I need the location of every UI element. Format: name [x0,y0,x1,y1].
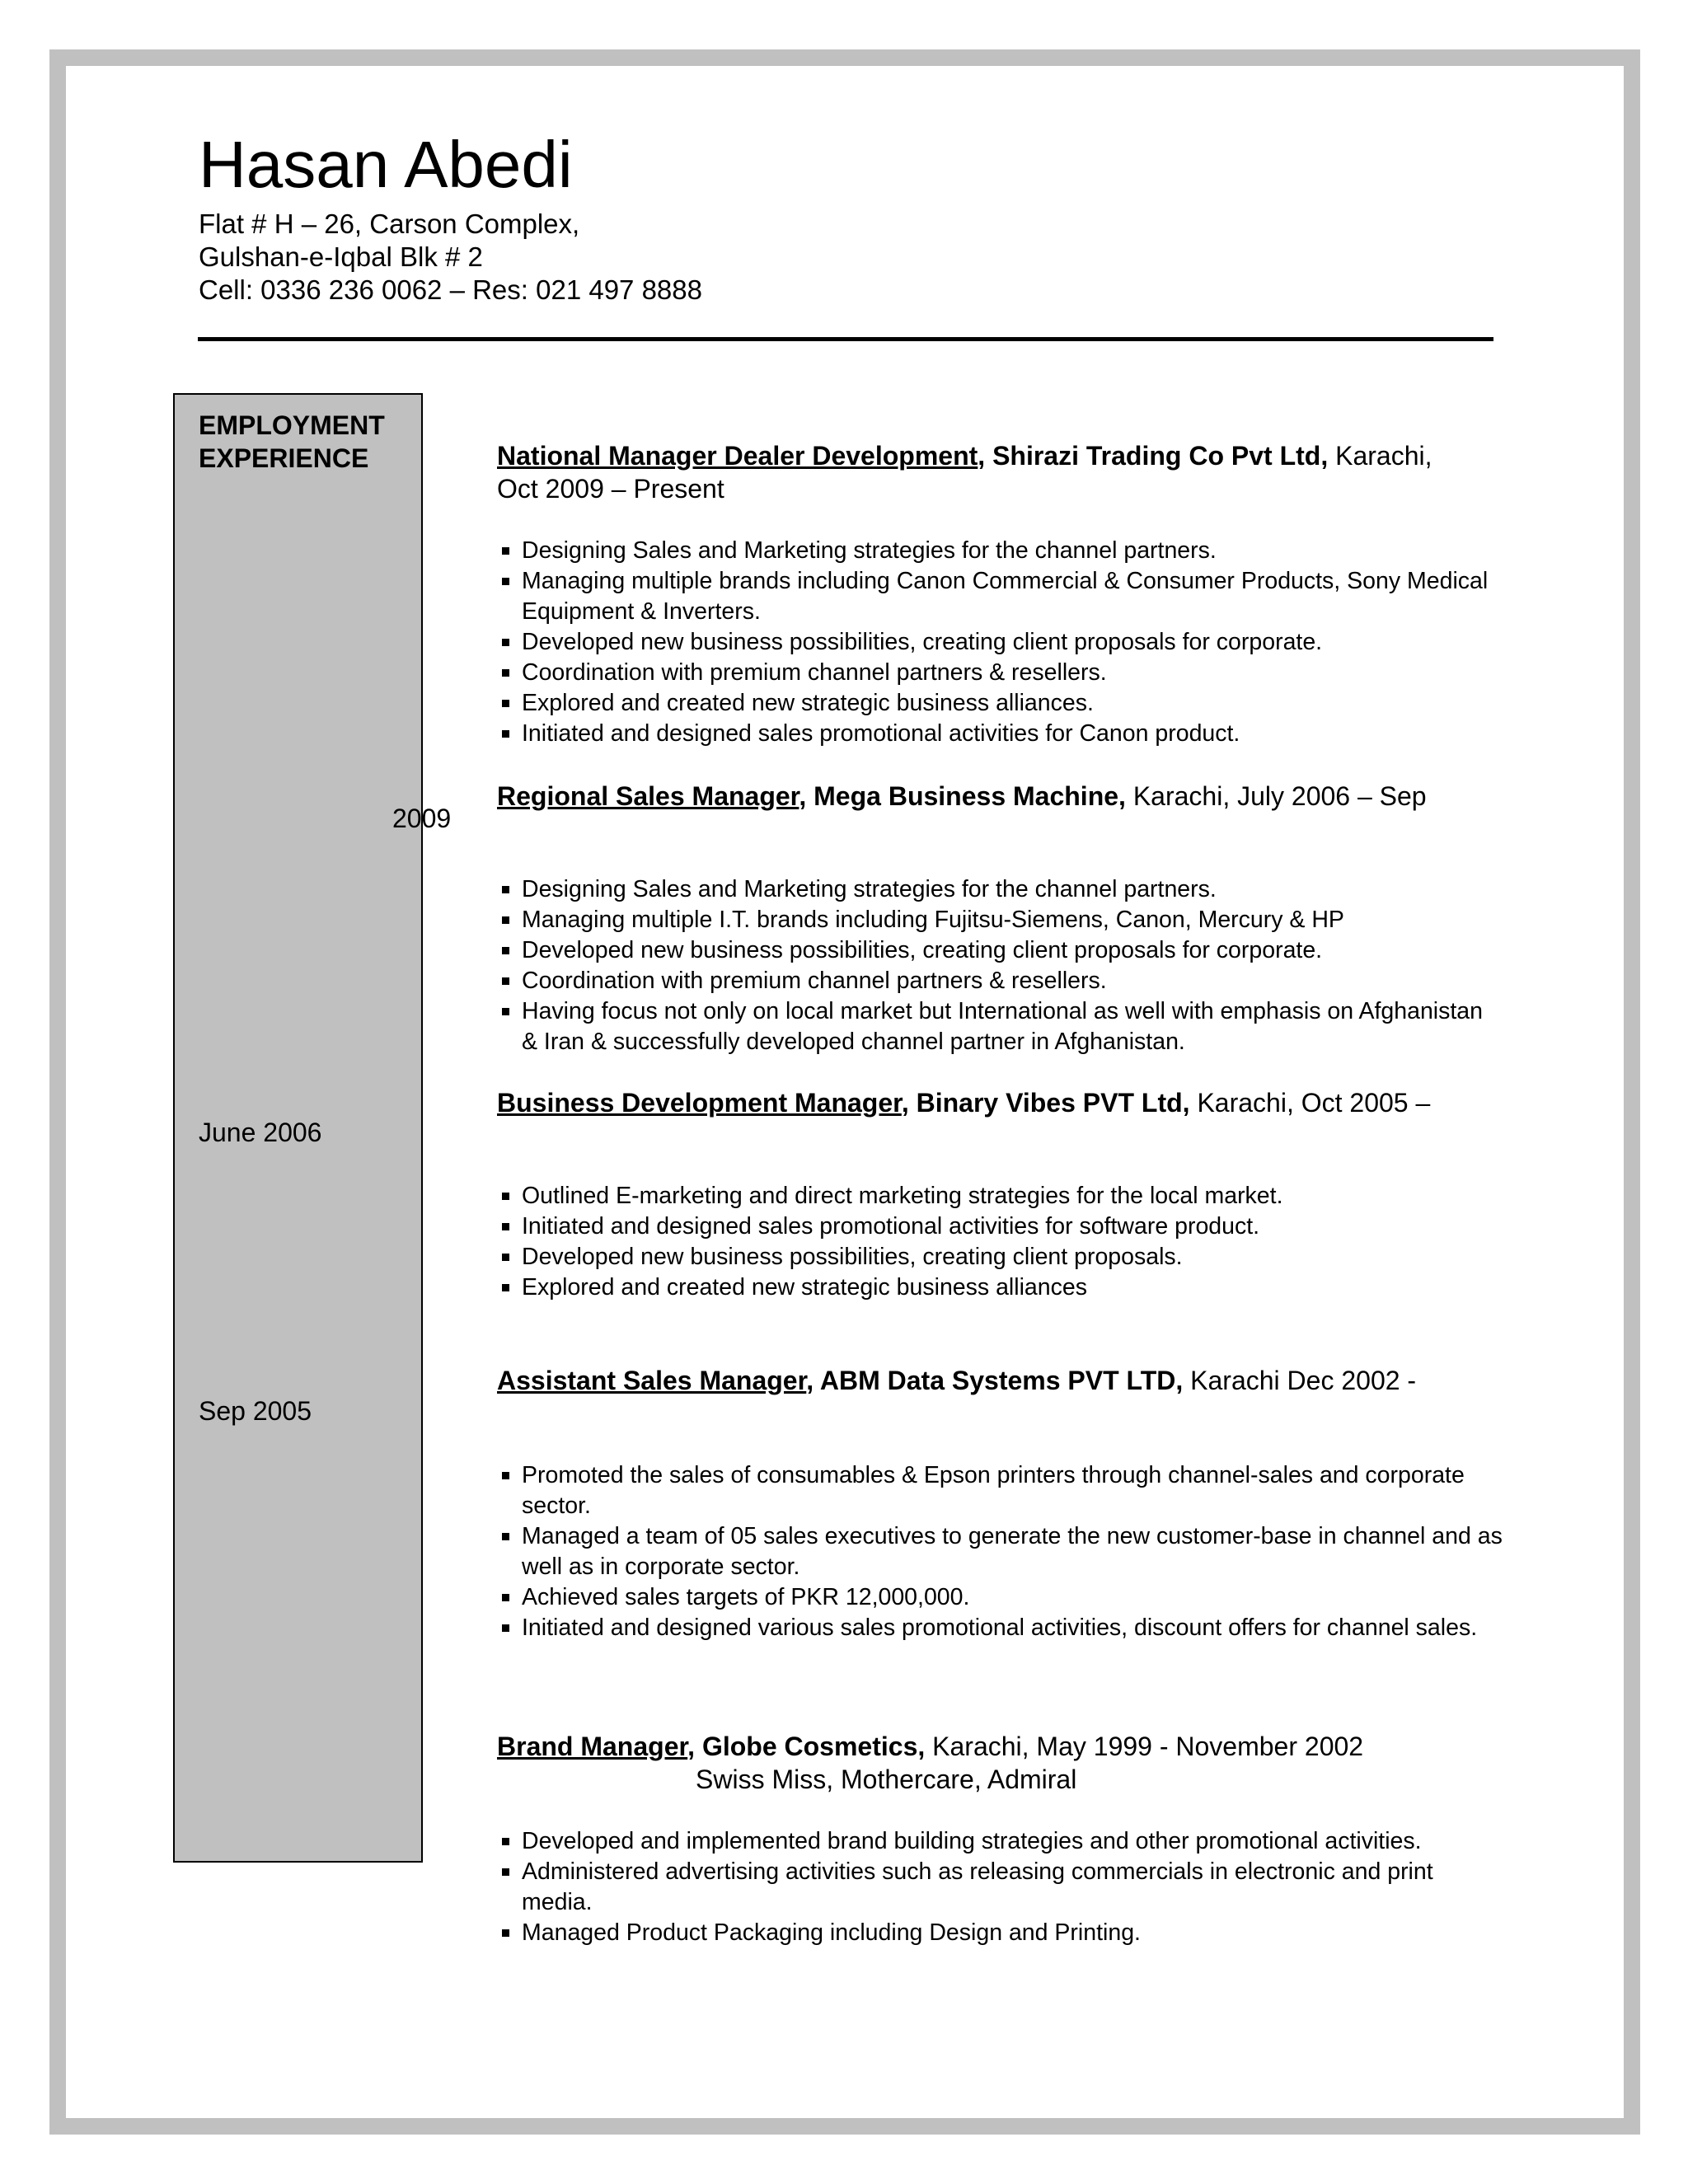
company-name: Shirazi Trading Co Pvt Ltd, [992,441,1329,471]
job-title-line: Assistant Sales Manager, ABM Data Systems PVT LTD, Karachi Dec 2002 - [497,1366,1417,1395]
list-item: Designing Sales and Marketing strategies for the channel partners. [497,536,1503,566]
job-location-dates: Karachi Dec 2002 - [1190,1366,1417,1395]
list-item: Coordination with premium channel partners & resellers. [497,658,1503,688]
list-item: Initiated and designed sales promotional activities for software product. [497,1212,1503,1242]
job-role: Business Development Manager [497,1088,902,1118]
job-role: National Manager Dealer Development [497,441,978,471]
list-item: Developed new business possibilities, creating client proposals for corporate. [497,627,1503,658]
sidebar-date: June 2006 [199,1118,322,1147]
list-item: Developed and implemented brand building strategies and other promotional activities. [497,1826,1503,1857]
brand-list: Swiss Miss, Mothercare, Admiral [696,1765,1077,1794]
job-location-dates: Karachi, Oct 2005 – [1197,1088,1431,1118]
candidate-name: Hasan Abedi [199,128,573,201]
job-role: Regional Sales Manager [497,781,799,811]
job-title-line: Regional Sales Manager, Mega Business Machine, Karachi, July 2006 – Sep [497,781,1427,811]
job-role: Assistant Sales Manager [497,1366,807,1395]
list-item: Promoted the sales of consumables & Epson printers through channel-sales and corporate sector. [497,1460,1503,1521]
job-location-dates: Karachi, July 2006 – Sep [1132,781,1427,811]
job-title-line: Business Development Manager, Binary Vibes PVT Ltd, Karachi, Oct 2005 – [497,1088,1431,1118]
list-item: Achieved sales targets of PKR 12,000,000. [497,1582,1503,1613]
list-item: Managing multiple brands including Canon Commercial & Consumer Products, Sony Medical Equipment & Inverters. [497,566,1503,627]
job-bullets [497,1460,1503,1643]
section-heading [199,409,413,475]
company-name: ABM Data Systems PVT LTD, [819,1366,1184,1395]
list-item: Developed new business possibilities, creating client proposals. [497,1242,1503,1272]
job-bullets [497,1181,1503,1303]
list-item: Initiated and designed various sales promotional activities, discount offers for channel sales. [497,1613,1503,1643]
job-bullets [497,874,1503,1057]
list-item: Designing Sales and Marketing strategies for the channel partners. [497,874,1503,905]
list-item: Coordination with premium channel partners & resellers. [497,966,1503,996]
job-location-dates: Karachi, May 1999 - November 2002 [932,1732,1364,1761]
header-divider [198,337,1493,341]
job-title-line: Brand Manager, Globe Cosmetics, Karachi, May 1999 - November 2002 [497,1732,1364,1761]
list-item: Managed Product Packaging including Design and Printing. [497,1918,1503,1948]
list-item: Administered advertising activities such as releasing commercials in electronic and print media. [497,1857,1503,1918]
list-item: Outlined E-marketing and direct marketing strategies for the local market. [497,1181,1503,1212]
company-name: Binary Vibes PVT Ltd, [916,1088,1190,1118]
list-item: Initiated and designed sales promotional activities for Canon product. [497,719,1503,749]
job-bullets [497,1826,1503,1948]
sidebar-date: 2009 [392,804,452,833]
job-dates: Oct 2009 – Present [497,474,724,504]
list-item: Developed new business possibilities, creating client proposals for corporate. [497,935,1503,966]
company-name: Globe Cosmetics, [701,1732,926,1761]
job-role: Brand Manager [497,1732,688,1761]
section-heading-line-2: EXPERIENCE [199,443,369,473]
sidebar-date: Sep 2005 [199,1396,312,1426]
list-item: Managed a team of 05 sales executives to generate the new customer-base in channel and as well as in corporate sector. [497,1521,1503,1582]
list-item: Explored and created new strategic business alliances. [497,688,1503,719]
address-line-2: Gulshan-e-Iqbal Blk # 2 [199,241,483,272]
section-heading-line-1: EMPLOYMENT [199,410,385,440]
address-line-1: Flat # H – 26, Carson Complex, [199,209,580,239]
list-item: Having focus not only on local market but International as well with emphasis on Afghanistan & Iran & successfully developed channel partner in Afghanistan. [497,996,1503,1057]
job-title-line: National Manager Dealer Development, Shirazi Trading Co Pvt Ltd, Karachi, Oct 2009 – Present [497,441,1432,504]
company-name: Mega Business Machine, [814,781,1126,811]
list-item: Managing multiple I.T. brands including Fujitsu-Siemens, Canon, Mercury & HP [497,905,1503,935]
job-bullets [497,536,1503,749]
job-location-dates: Karachi, [1335,441,1432,471]
phone-numbers: Cell: 0336 236 0062 – Res: 021 497 8888 [199,274,702,305]
list-item: Explored and created new strategic business alliances [497,1272,1503,1303]
contact-block [199,208,702,307]
